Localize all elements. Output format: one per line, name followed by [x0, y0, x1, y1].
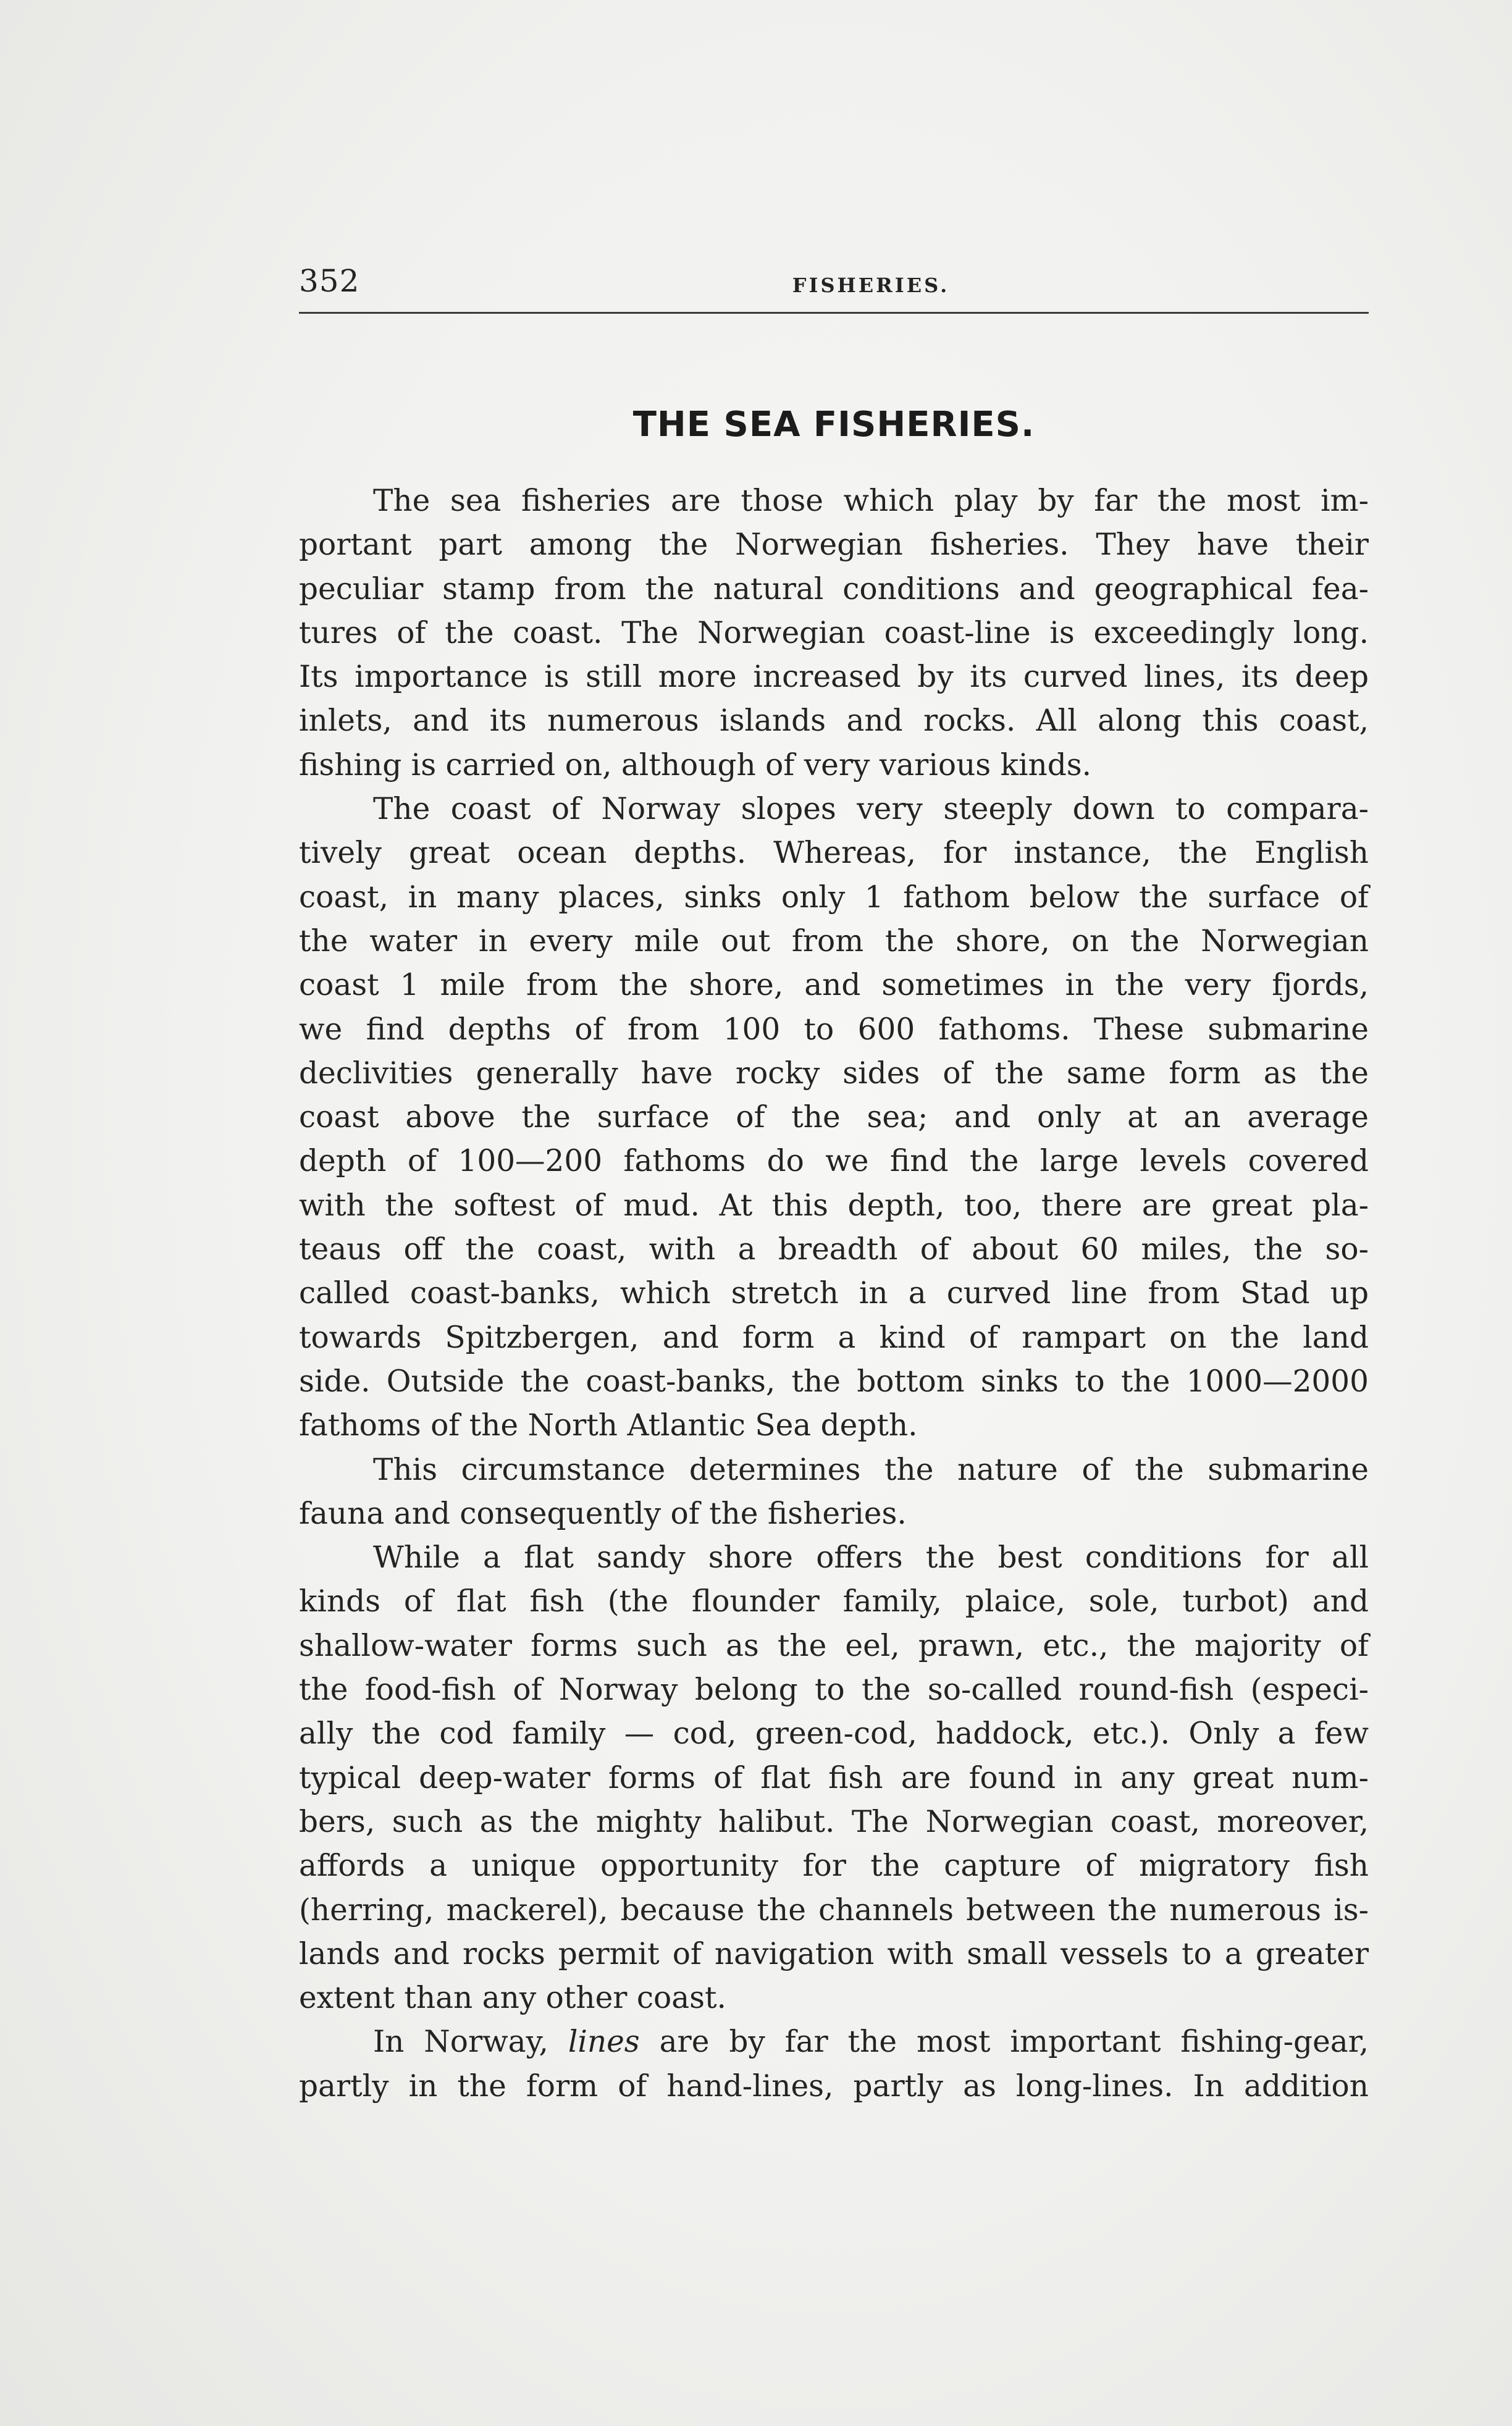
text-line: The sea fisheries are those which play by far the most im- — [373, 484, 1369, 518]
text-line: fishing is carried on, although of very various kinds. — [299, 747, 1092, 783]
text-line: coast 1 mile from the shore, and sometimes in the very fjords, — [299, 968, 1369, 1003]
text-line: the water in every mile out from the shore, on the Norwegian — [299, 923, 1369, 959]
page-number: 352 — [299, 263, 360, 299]
text-line: shallow-water forms such as the eel, prawn, etc., the majority of — [299, 1628, 1369, 1663]
text-line: portant part among the Norwegian fisheries. They have their — [299, 527, 1369, 563]
text-line: with the softest of mud. At this depth, too, there are great pla- — [299, 1188, 1369, 1223]
text-segment: In Norway, — [373, 2025, 568, 2060]
text-line: side. Outside the coast-banks, the bottom sinks to the 1000—2000 — [299, 1364, 1369, 1399]
text-line: partly in the form of hand-lines, partly as long-lines. In addition — [299, 2068, 1369, 2104]
text-line — [299, 2020, 1369, 2064]
text-line: (herring, mackerel), because the channels between the numerous is- — [299, 1892, 1369, 1928]
text-line: called coast-banks, which stretch in a curved line from Stad up — [299, 1276, 1369, 1311]
text-line: bers, such as the mighty halibut. The Norwegian coast, moreover, — [299, 1804, 1369, 1839]
text-line: peculiar stamp from the natural conditions and geographical fea- — [299, 571, 1369, 606]
text-line: ally the cod family — cod, green-cod, haddock, etc.). Only a few — [299, 1716, 1369, 1752]
running-head — [299, 259, 1369, 303]
text-segment: are by far the most important fishing-gear, — [639, 2025, 1369, 2060]
text-line: fauna and consequently of the fisheries. — [299, 1496, 907, 1531]
text-line: coast above the surface of the sea; and only at an average — [299, 1100, 1369, 1135]
text-line: teaus off the coast, with a breadth of about 60 miles, the so- — [299, 1232, 1369, 1267]
emphasis-text: lines — [568, 2025, 640, 2060]
header-rule — [299, 312, 1369, 314]
text-line: depth of 100—200 fathoms do we find the large levels covered — [299, 1144, 1369, 1179]
body-text — [299, 479, 1369, 2109]
text-line: affords a unique opportunity for the capture of migratory fish — [299, 1849, 1369, 1884]
text-line: the food-fish of Norway belong to the so-called round-fish (especi- — [299, 1673, 1369, 1708]
text-line: While a flat sandy shore offers the best conditions for all — [373, 1540, 1369, 1576]
text-line: we find depths of from 100 to 600 fathoms. These submarine — [299, 1012, 1369, 1047]
section-title: THE SEA FISHERIES. — [632, 405, 1035, 445]
text-line: declivities generally have rocky sides of the same form as the — [299, 1056, 1369, 1091]
text-line: Its importance is still more increased by its curved lines, its deep — [299, 660, 1369, 695]
text-line: fathoms of the North Atlantic Sea depth. — [299, 1408, 918, 1443]
text-line: coast, in many places, sinks only 1 fathom below the surface of — [299, 879, 1369, 915]
text-line: tures of the coast. The Norwegian coast-line is exceedingly long. — [299, 615, 1369, 650]
text-line: The coast of Norway slopes very steeply down to compara- — [373, 792, 1369, 827]
text-line: inlets, and its numerous islands and rocks. All along this coast, — [299, 703, 1369, 739]
text-line: tively great ocean depths. Whereas, for instance, the English — [299, 836, 1369, 871]
running-title: FISHERIES. — [792, 274, 950, 297]
text-line: This circumstance determines the nature of the submarine — [373, 1452, 1369, 1487]
text-line: lands and rocks permit of navigation with small vessels to a greater — [299, 1936, 1369, 1971]
text-line: typical deep-water forms of flat fish are found in any great num- — [299, 1760, 1369, 1795]
text-line: extent than any other coast. — [299, 1981, 726, 2016]
text-line: towards Spitzbergen, and form a kind of rampart on the land — [299, 1320, 1369, 1355]
text-line: kinds of flat fish (the flounder family, plaice, sole, turbot) and — [299, 1584, 1369, 1619]
